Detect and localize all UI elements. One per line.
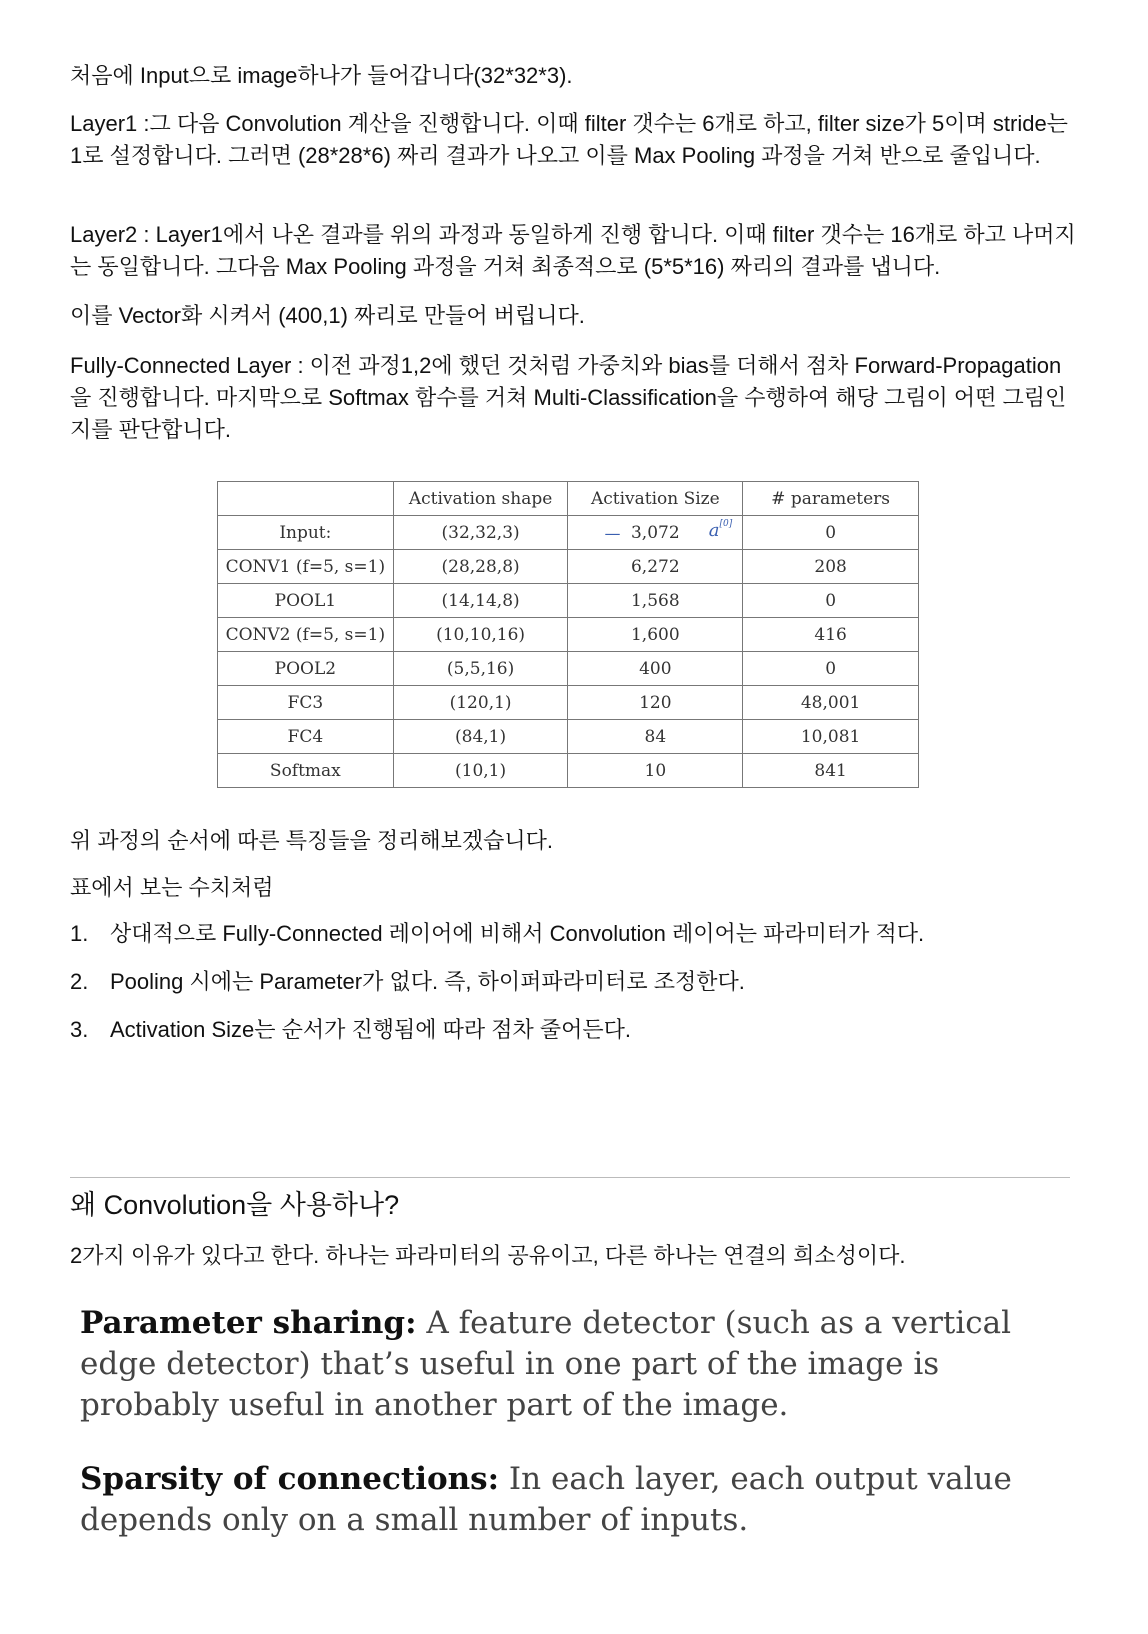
list-number: 3. (70, 1017, 89, 1042)
size-value: 3,072 (630, 522, 680, 543)
layer2-paragraph: Layer2 : Layer1에서 나온 결과를 위의 과정과 동일하게 진행 합니다. 이때 filter 갯수는 16개로 하고 나머지는 동일합니다. 그다음 Max Pooling 과정을 거쳐 최종적으로 (5*5*16) 짜리의 결과를 냅니다. (70, 222, 1076, 279)
params-cell: 48,001 (743, 686, 919, 720)
table-header-cell: # parameters (743, 482, 919, 516)
list-item (70, 1014, 1070, 1046)
size-cell: 1,600 (568, 618, 743, 652)
parameter-sharing-quote (80, 1303, 1070, 1426)
size-cell: 400 (568, 652, 743, 686)
table-row (218, 584, 919, 618)
list-number: 2. (70, 969, 89, 994)
summary-intro: 위 과정의 순서에 따른 특징들을 정리해보겠습니다. (70, 828, 553, 853)
layer-cell: FC4 (218, 720, 394, 754)
params-cell: 0 (743, 652, 919, 686)
table-row (218, 652, 919, 686)
fully-connected-paragraph: Fully-Connected Layer : 이전 과정1,2에 했던 것처럼 가중치와 bias를 더해서 점차 Forward-Propagation을 진행합니다. 마지막으로 Softmax 함수를 거쳐 Multi-Classification을 수행하여 해당 그림이 어떤 그림인지를 판단합니다. (70, 353, 1067, 442)
size-cell: 84 (568, 720, 743, 754)
table-header-row (218, 482, 919, 516)
table-row (218, 754, 919, 788)
table-row (218, 720, 919, 754)
list-text: Activation Size는 순서가 진행됨에 따라 점차 줄어든다. (110, 1017, 631, 1042)
params-cell: 0 (743, 516, 919, 550)
list-item (70, 966, 1070, 998)
table-row (218, 618, 919, 652)
shape-cell: (10,10,16) (393, 618, 568, 652)
annotation-letter: a (708, 520, 720, 541)
layer-cell: Input: (218, 516, 394, 550)
layer-cell: CONV1 (f=5, s=1) (218, 550, 394, 584)
layer1-paragraph: Layer1 :그 다음 Convolution 계산을 진행합니다. 이때 filter 갯수는 6개로 하고, filter size가 5이며 stride는 1로 설정합니다. 그러면 (28*28*6) 짜리 결과가 나오고 이를 Max Pooling 과정을 거쳐 반으로 줄입니다. (70, 111, 1068, 168)
annotation-superscript: [0] (719, 519, 733, 529)
list-number: 1. (70, 921, 89, 946)
list-text: Pooling 시에는 Parameter가 없다. 즉, 하이퍼파라미터로 조정한다. (110, 969, 745, 994)
handwritten-dash: — (604, 524, 621, 543)
params-cell: 208 (743, 550, 919, 584)
params-cell: 10,081 (743, 720, 919, 754)
table-reference: 표에서 보는 수치처럼 (70, 875, 274, 900)
layer-cell: CONV2 (f=5, s=1) (218, 618, 394, 652)
table-header-cell: Activation shape (393, 482, 568, 516)
activation-table (217, 481, 919, 788)
params-cell: 416 (743, 618, 919, 652)
list-text: 상대적으로 Fully-Connected 레이어에 비해서 Convolution 레이어는 파라미터가 적다. (110, 921, 925, 946)
intro-paragraph: 처음에 Input으로 image하나가 들어갑니다(32*32*3). (70, 63, 573, 88)
shape-cell: (120,1) (393, 686, 568, 720)
feature-list (70, 918, 1070, 1062)
layer-cell: Softmax (218, 754, 394, 788)
layer-cell: POOL1 (218, 584, 394, 618)
section-heading: 왜 Convolution을 사용하나? (70, 1190, 400, 1220)
vectorize-paragraph: 이를 Vector화 시켜서 (400,1) 짜리로 만들어 버립니다. (70, 303, 585, 328)
size-cell: 120 (568, 686, 743, 720)
table-row (218, 516, 919, 550)
shape-cell: (10,1) (393, 754, 568, 788)
params-cell: 841 (743, 754, 919, 788)
shape-cell: (32,32,3) (393, 516, 568, 550)
quote-text: A feature detector (such as a vertical edge detector) that’s useful in one part of the image is probably useful in another part of the image. (80, 1305, 1012, 1423)
layer-cell: POOL2 (218, 652, 394, 686)
size-cell: 1,568 (568, 584, 743, 618)
quote-title: Parameter sharing: (80, 1305, 417, 1341)
layer-cell: FC3 (218, 686, 394, 720)
table-row (218, 686, 919, 720)
shape-cell: (14,14,8) (393, 584, 568, 618)
table-header-cell: Activation Size (568, 482, 743, 516)
reasons-paragraph: 2가지 이유가 있다고 한다. 하나는 파라미터의 공유이고, 다른 하나는 연결의 희소성이다. (70, 1243, 906, 1268)
quote-text: In each layer, each output value depends only on a small number of inputs. (80, 1461, 1012, 1538)
sparsity-quote (80, 1459, 1070, 1541)
table-header-cell (218, 482, 394, 516)
list-item (70, 918, 1070, 950)
params-cell: 0 (743, 584, 919, 618)
size-cell (568, 516, 743, 550)
shape-cell: (84,1) (393, 720, 568, 754)
section-divider (70, 1177, 1070, 1178)
shape-cell: (5,5,16) (393, 652, 568, 686)
handwritten-annotation (709, 519, 732, 541)
size-cell: 6,272 (568, 550, 743, 584)
size-cell: 10 (568, 754, 743, 788)
table-row (218, 550, 919, 584)
shape-cell: (28,28,8) (393, 550, 568, 584)
quote-title: Sparsity of connections: (80, 1461, 500, 1497)
